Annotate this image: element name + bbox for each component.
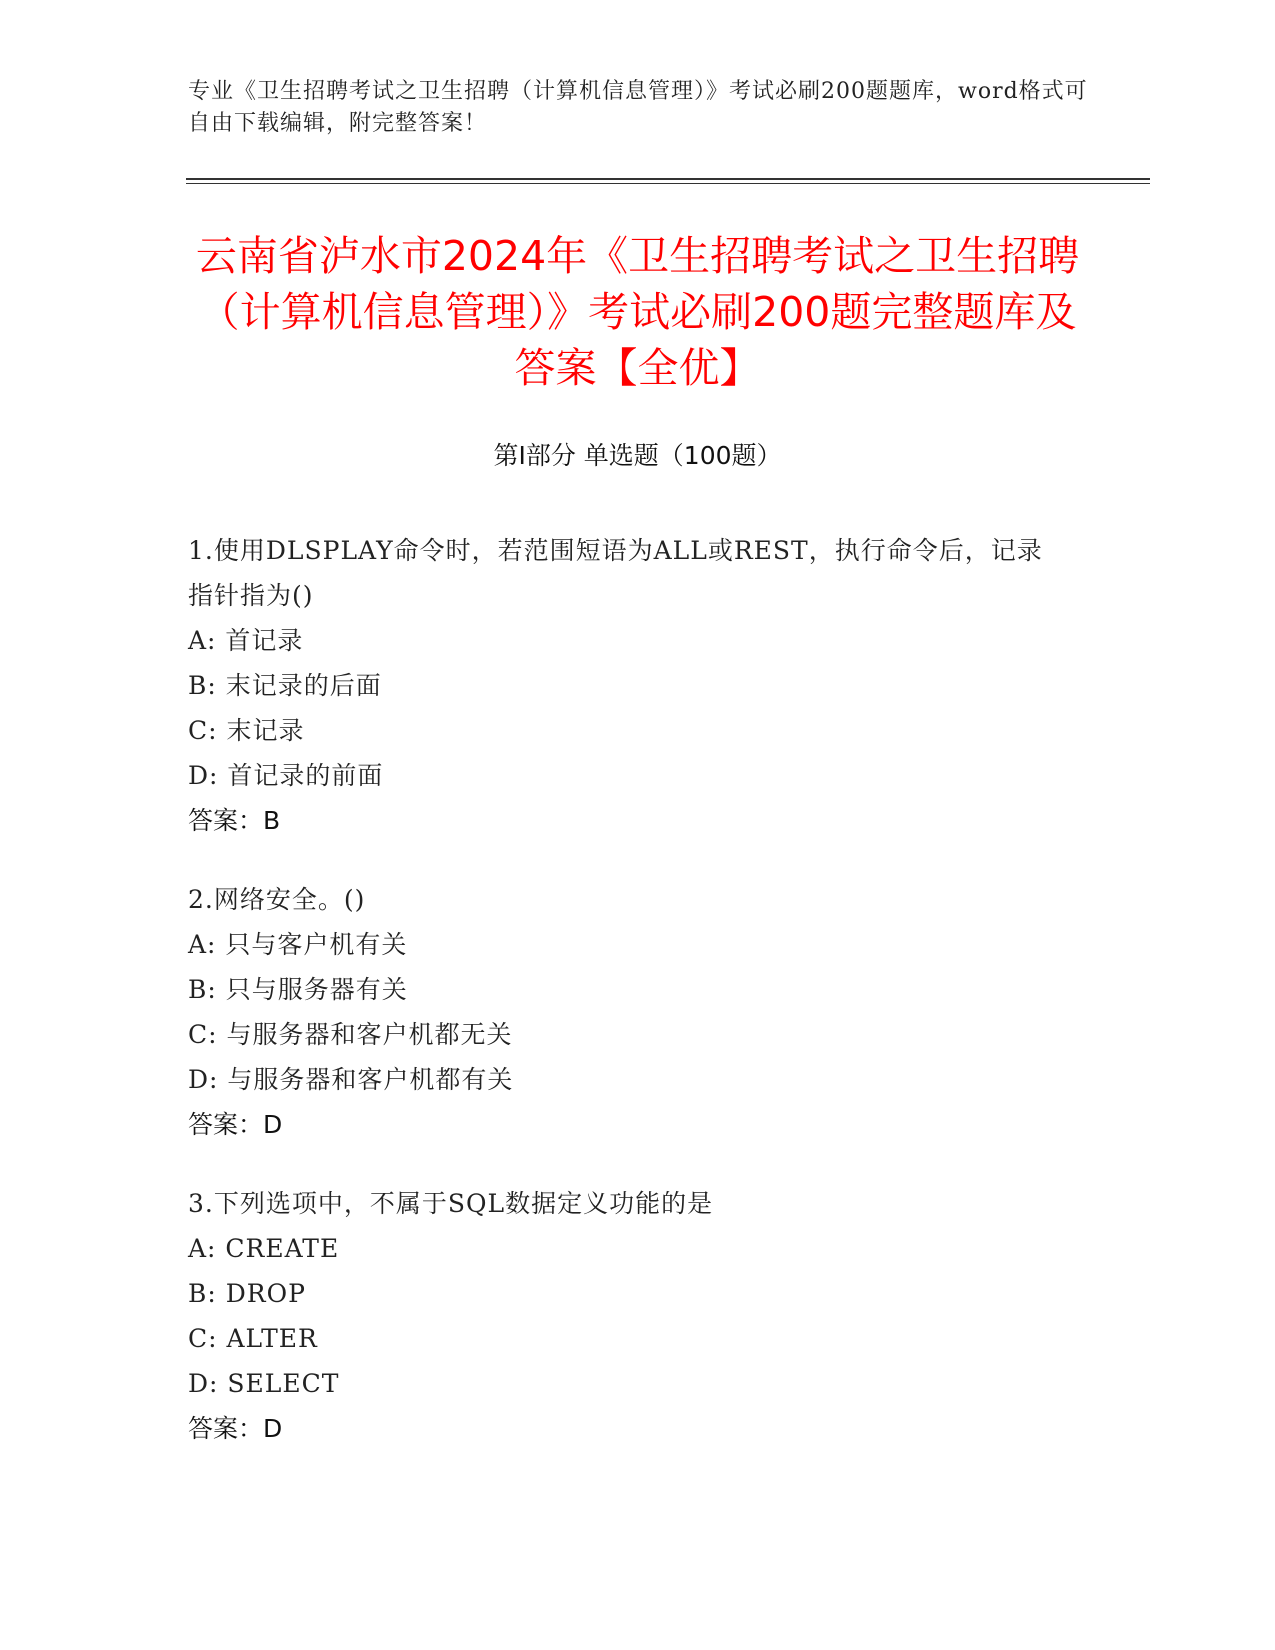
question-2 — [188, 877, 1068, 1147]
option-b: B: DROP — [188, 1279, 306, 1308]
question-stem: 1.使用DLSPLAY命令时，若范围短语为ALL或REST，执行命令后，记录指针指为() — [188, 536, 1043, 610]
answer-line: 答案：D — [188, 1110, 283, 1139]
option-a: A: 首记录 — [188, 626, 304, 655]
question-stem: 3.下列选项中，不属于SQL数据定义功能的是 — [188, 1189, 714, 1218]
question-1 — [188, 528, 1068, 843]
option-c: C: ALTER — [188, 1324, 318, 1353]
document-title: 云南省泸水市2024年《卫生招聘考试之卫生招聘（计算机信息管理）》考试必刷200题完整题库及答案【全优】 — [195, 232, 1080, 392]
option-a: A: CREATE — [188, 1234, 340, 1263]
header-note: 专业《卫生招聘考试之卫生招聘（计算机信息管理）》考试必刷200题题库，word格式可自由下载编辑，附完整答案！ — [188, 79, 1088, 136]
option-d: D: 与服务器和客户机都有关 — [188, 1065, 514, 1094]
question-list — [188, 528, 1068, 1485]
answer-line: 答案：D — [188, 1414, 283, 1443]
option-c: C: 与服务器和客户机都无关 — [188, 1020, 513, 1049]
section-heading: 第Ⅰ部分 单选题（100题） — [493, 441, 782, 470]
option-d: D: SELECT — [188, 1369, 340, 1398]
option-b: B: 只与服务器有关 — [188, 975, 408, 1004]
option-b: B: 末记录的后面 — [188, 671, 382, 700]
question-3 — [188, 1181, 1068, 1451]
header-rule-thin — [186, 183, 1150, 184]
option-c: C: 末记录 — [188, 716, 305, 745]
option-a: A: 只与客户机有关 — [188, 930, 408, 959]
header-rule-thick — [186, 178, 1150, 180]
answer-line: 答案：B — [188, 806, 281, 835]
question-stem: 2.网络安全。() — [188, 885, 366, 914]
option-d: D: 首记录的前面 — [188, 761, 384, 790]
